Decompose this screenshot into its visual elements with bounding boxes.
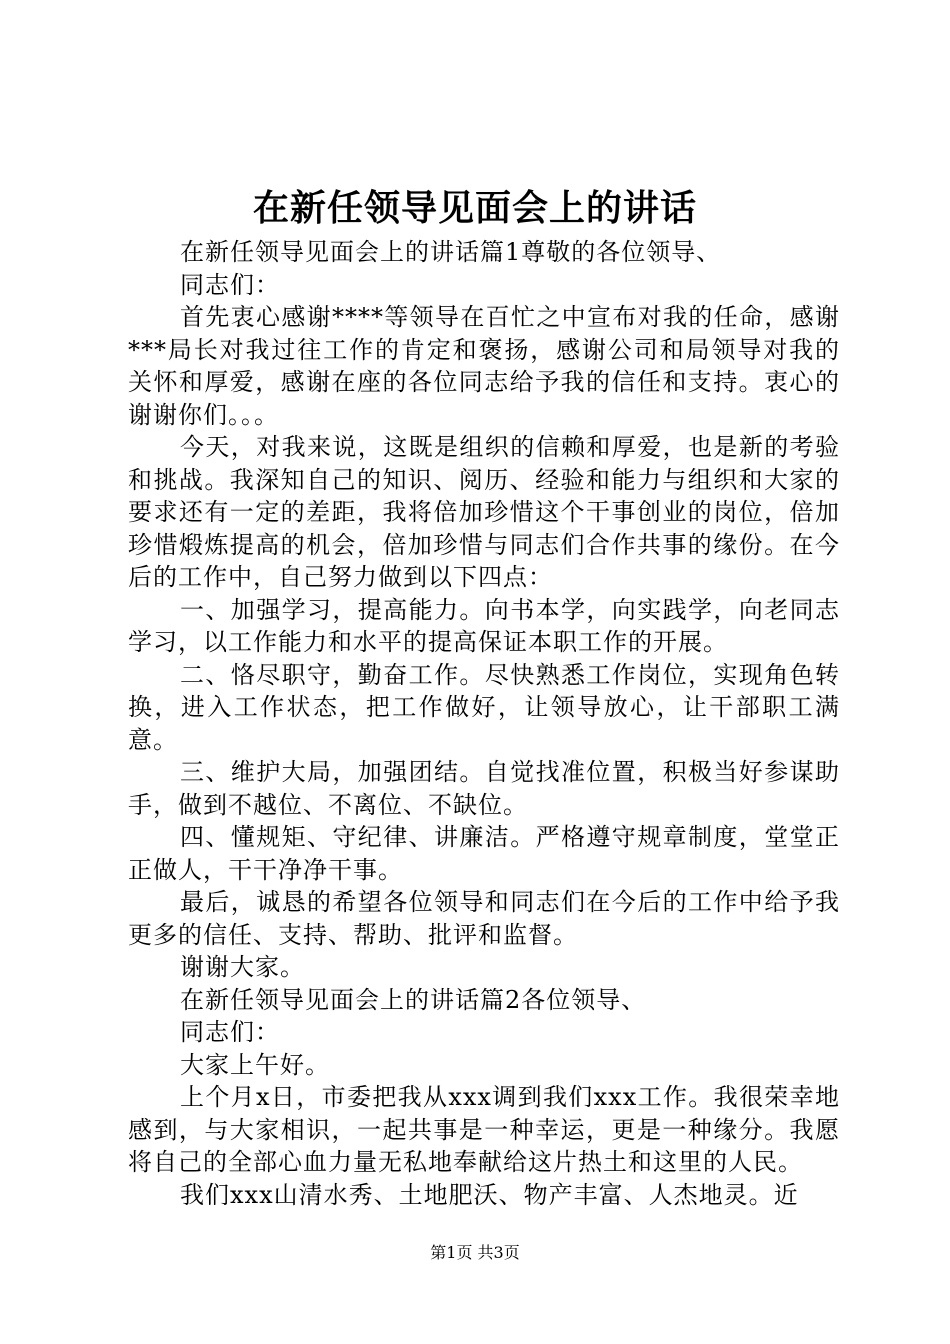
paragraph: 在新任领导见面会上的讲话篇2各位领导、 [180, 985, 647, 1014]
paragraph: 我们xxx山清水秀、土地肥沃、物产丰富、人杰地灵。近 [180, 1180, 799, 1209]
paragraph: 谢谢大家。 [180, 953, 305, 981]
paragraph: 同志们： [180, 270, 280, 299]
paragraph: 首先衷心感谢****等领导在百忙之中宣布对我的任命，感谢***局长对我过往工作的肯定和褒扬，感谢公司和局领导对我的关怀和厚爱，感谢在座的各位同志给予我的信任和支持。衷心的谢谢你们。。。 [128, 303, 840, 429]
document-body [128, 236, 840, 1211]
paragraph: 大家上午好。 [180, 1050, 330, 1079]
paragraph: 同志们： [180, 1018, 280, 1046]
page-footer: 第1页 共3页 [430, 1243, 520, 1262]
paragraph: 最后，诚恳的希望各位领导和同志们在今后的工作中给予我更多的信任、支持、帮助、批评和监督。 [128, 888, 840, 949]
paragraph: 在新任领导见面会上的讲话篇1尊敬的各位领导、 [180, 238, 722, 266]
paragraph: 今天，对我来说，这既是组织的信赖和厚爱，也是新的考验和挑战。我深知自己的知识、阅历、经验和能力与组织和大家的要求还有一定的差距，我将倍加珍惜这个干事创业的岗位，倍加珍惜煅炼提高的机会，倍加珍惜与同志们合作共事的缘份。在今后的工作中，自己努力做到以下四点： [128, 433, 840, 591]
paragraph: 二、恪尽职守，勤奋工作。尽快熟悉工作岗位，实现角色转换，进入工作状态，把工作做好，让领导放心，让干部职工满意。 [128, 660, 840, 754]
paragraph: 上个月x日，市委把我从xxx调到我们xxx工作。我很荣幸地感到，与大家相识，一起共事是一种幸运，更是一种缘分。我愿将自己的全部心血力量无私地奉献给这片热土和这里的人民。 [128, 1083, 840, 1176]
document-title: 在新任领导见面会上的讲话 [252, 187, 697, 229]
paragraph: 一、加强学习，提高能力。向书本学，向实践学，向老同志学习，以工作能力和水平的提高保证本职工作的开展。 [128, 595, 840, 656]
paragraph: 四、懂规矩、守纪律、讲廉洁。严格遵守规章制度，堂堂正正做人，干干净净干事。 [128, 823, 840, 884]
paragraph: 三、维护大局，加强团结。自觉找准位置，积极当好参谋助手，做到不越位、不离位、不缺位。 [128, 758, 840, 819]
